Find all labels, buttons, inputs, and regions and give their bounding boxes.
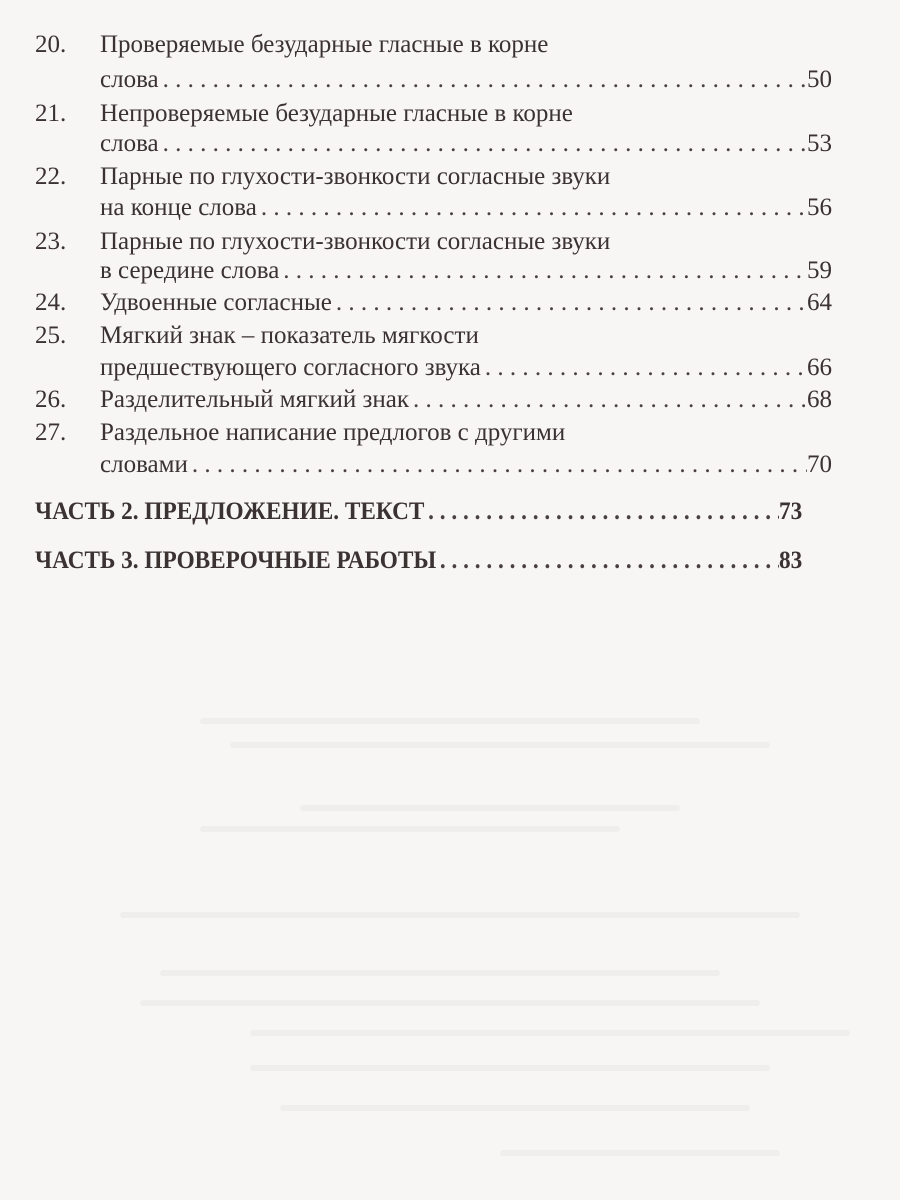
toc-entry-23-cont: [0, 254, 900, 288]
toc-entry-22-cont: [0, 191, 900, 225]
entry-title: Раздельное написание предлогов с другими: [100, 419, 566, 446]
toc-part-2: [0, 495, 900, 529]
entry-title: слова: [100, 130, 159, 157]
toc-entry-25-cont: [0, 351, 900, 385]
toc-entry-24: [0, 286, 900, 320]
leader-dots: [332, 286, 807, 320]
page-number: 59: [807, 257, 832, 284]
leader-dots: [436, 544, 779, 578]
toc-entry-20-cont: [0, 63, 900, 97]
toc-entry-20: [0, 28, 900, 62]
entry-number: 22.: [35, 163, 67, 190]
entry-number: 20.: [35, 31, 67, 58]
entry-title: в середине слова: [100, 257, 280, 284]
part-title: ЧАСТЬ 3. ПРОВЕРОЧНЫЕ РАБОТЫ: [35, 547, 437, 574]
entry-title: Удвоенные согласные: [100, 289, 332, 316]
toc-part-3: [0, 544, 900, 578]
entry-title: словами: [100, 451, 188, 478]
entry-number: 24.: [35, 289, 67, 316]
toc-entry-25: [0, 319, 900, 353]
page-number: 66: [807, 354, 832, 381]
entry-title: Парные по глухости-звонкости согласные звуки: [100, 163, 611, 190]
part-title: ЧАСТЬ 2. ПРЕДЛОЖЕНИЕ. ТЕКСТ: [35, 498, 425, 525]
toc-entry-21: [0, 97, 900, 131]
toc-entry-27: [0, 416, 900, 450]
toc-entry-22: [0, 160, 900, 194]
entry-title: Парные по глухости-звонкости согласные звуки: [100, 228, 611, 255]
toc-entry-21-cont: [0, 127, 900, 161]
leader-dots: [409, 383, 807, 417]
leader-dots: [424, 495, 779, 529]
toc-entry-26: [0, 383, 900, 417]
entry-number: 21.: [35, 100, 67, 127]
leader-dots: [257, 191, 807, 225]
entry-title: Мягкий знак – показатель мягкости: [100, 322, 479, 349]
entry-number: 27.: [35, 419, 67, 446]
page-number: 70: [807, 451, 832, 478]
entry-title: Разделительный мягкий знак: [100, 386, 410, 413]
leader-dots: [159, 127, 807, 161]
page-number: 83: [779, 547, 803, 574]
page-number: 53: [807, 130, 832, 157]
page-number: 56: [807, 194, 832, 221]
entry-number: 25.: [35, 322, 67, 349]
toc-entry-27-cont: [0, 448, 900, 482]
leader-dots: [188, 448, 807, 482]
entry-title: Непроверяемые безударные гласные в корне: [100, 100, 573, 127]
leader-dots: [481, 351, 807, 385]
page-number: 68: [807, 386, 832, 413]
page-number: 64: [807, 289, 832, 316]
entry-title: слова: [100, 66, 159, 93]
entry-number: 26.: [35, 386, 67, 413]
entry-number: 23.: [35, 228, 67, 255]
entry-title: Проверяемые безударные гласные в корне: [100, 31, 549, 58]
leader-dots: [159, 63, 807, 97]
page-number: 73: [779, 498, 803, 525]
entry-title: на конце слова: [100, 194, 257, 221]
leader-dots: [279, 254, 807, 288]
page-number: 50: [807, 66, 832, 93]
entry-title: предшествующего согласного звука: [100, 354, 481, 381]
